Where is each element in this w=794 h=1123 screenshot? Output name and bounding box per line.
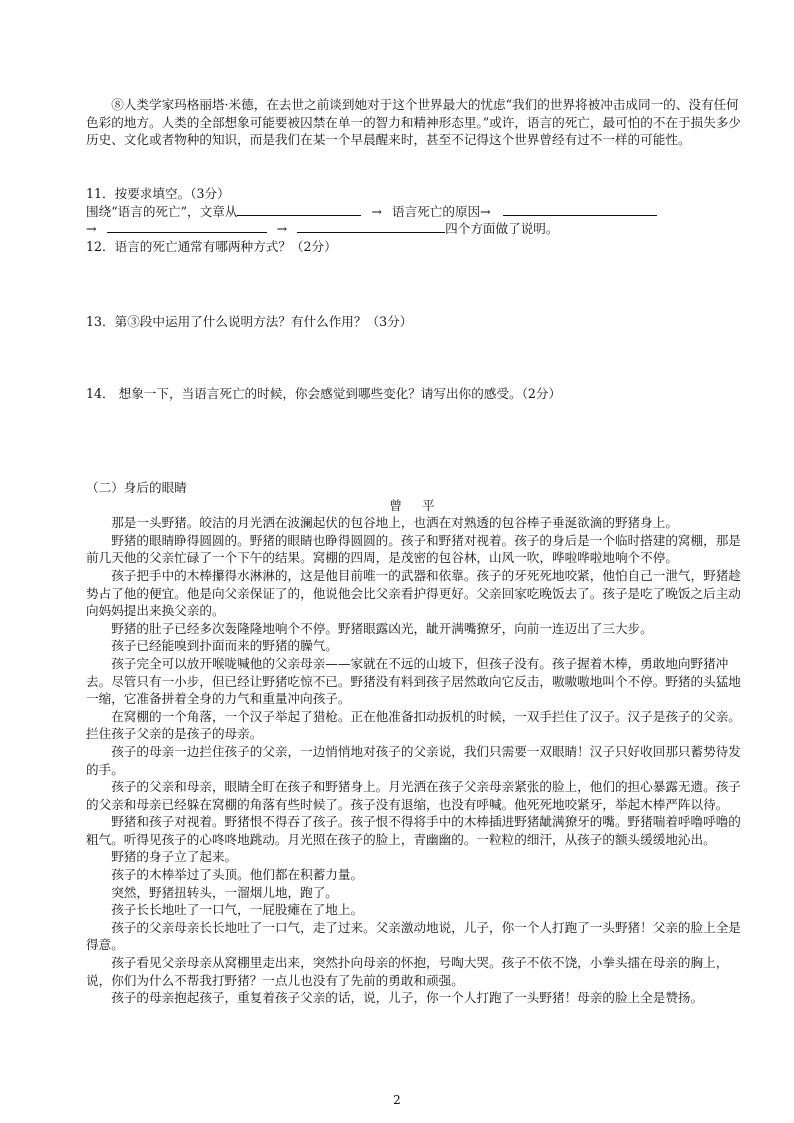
page-number: 2 <box>393 1093 401 1107</box>
question-13-block <box>86 313 746 331</box>
answer-blank-2[interactable] <box>503 203 657 216</box>
story-paragraph: 孩子完全可以放开喉咙喊他的父亲母亲——家就在不远的山坡下，但孩子没有。孩子握着木棒，勇敢地向野猪冲去。尽管只有一小步，但已经让野猪吃惊不已。野猪没有料到孩子居然敢向它反击，嗷嗷嗷地叫个不停。野猪的头猛地一缩，它准备拼着全身的力气和重量冲向孩子。 <box>86 655 741 707</box>
question-14-block <box>86 385 746 403</box>
story-paragraph: 孩子的母亲一边拦住孩子的父亲，一边悄悄地对孩子的父亲说，我们只需要一双眼睛！汉子只好收回那只蓄势待发的手。 <box>86 743 741 777</box>
passage-b-paragraphs <box>86 514 746 1007</box>
question-11-line-2 <box>86 220 746 238</box>
answer-blank-4[interactable] <box>297 220 445 233</box>
passage-b <box>86 479 746 1007</box>
story-paragraph: 野猪的眼睛睁得圆圆的。野猪的眼睛也睁得圆圆的。孩子和野猪对视着。孩子的身后是一个临时搭建的窝棚，那是前几天他的父亲忙碌了一个下午的结果。窝棚的四周，是茂密的包谷林，山风一吹，哗啦哗啦地响个不停。 <box>86 532 741 566</box>
question-11-line-1 <box>86 203 746 221</box>
section-heading: （二）身后的眼睛 <box>86 480 187 495</box>
story-paragraph: 孩子的父亲和母亲，眼睛全盯在孩子和野猪身上。月光洒在孩子父亲母亲紧张的脸上，他们的担心暴露无遗。孩子的父亲和母亲已经躲在窝棚的角落有些时候了。孩子没有退缩，也没有呼喊。他死死地咬紧牙，举起木棒严阵以待。 <box>86 779 741 812</box>
question-11-lead-text: 围绕“语言的死亡”，文章从 <box>86 203 238 219</box>
arrow-icon: → <box>276 221 288 237</box>
story-paragraph: 突然，野猪扭转头，一溜烟儿地，跑了。 <box>111 884 338 900</box>
story-paragraph: 那是一头野猪。皎洁的月光洒在波澜起伏的包谷地上，也洒在对熟透的包谷棒子垂涎欲滴的野猪身上。 <box>111 515 678 531</box>
passage-a <box>86 96 746 149</box>
story-paragraph: 野猪和孩子对视着。野猪恨不得吞了孩子。孩子恨不得将手中的木棒插进野猪龇满獠牙的嘴。野猪喘着呼噜呼噜的粗气。听得见孩子的心咚咚地跳动。月光照在孩子的脸上，青幽幽的。一粒粒的细汗，从孩子的额头缓缓地沁出。 <box>86 814 741 847</box>
question-11-title: 11．按要求填空。（3分） <box>86 186 230 201</box>
arrow-icon: → <box>86 221 97 237</box>
question-14: 14． 想象一下，当语言死亡的时候，你会感觉到哪些变化？请写出你的感受。（2分） <box>86 386 562 401</box>
story-paragraph: 孩子的木棒举过了头顶。他们都在积蓄力量。 <box>111 867 364 883</box>
story-paragraph: 孩子看见父亲母亲从窝棚里走出来，突然扑向母亲的怀抱，号啕大哭。孩子不依不饶，小拳头擂在母亲的胸上，说，你们为什么不帮我打野猪？一点儿也没有了先前的勇敢和顽强。 <box>86 955 729 988</box>
arrow-icon: → <box>371 203 382 219</box>
question-11 <box>86 185 746 255</box>
story-paragraph: 在窝棚的一个角落，一个汉子举起了猎枪。正在他准备扣动扳机的时候，一双手拦住了汉子。汉子是孩子的父亲。拦住孩子父亲的是孩子的母亲。 <box>86 708 741 742</box>
story-paragraph: 孩子的父亲母亲长长地吐了一口气，走了过来。父亲激动地说，儿子，你一个人打跑了一头野猪！父亲的脸上全是得意。 <box>86 919 741 953</box>
story-paragraph: 孩子的母亲抱起孩子，重复着孩子父亲的话，说，儿子，你一个人打跑了一头野猪！母亲的脸上全是赞扬。 <box>111 990 704 1006</box>
story-paragraph: 野猪的身子立了起来。 <box>111 849 238 865</box>
story-paragraph: 野猪的肚子已经多次轰隆隆地响个不停。野猪眼露凶光，龇开满嘴獠牙，向前一连迈出了三大步。 <box>111 620 653 636</box>
story-paragraph: 孩子长长地吐了一口气，一屁股瘫在了地上。 <box>111 902 364 918</box>
question-11-tail-text: 四个方面做了说明。 <box>445 221 559 237</box>
answer-blank-3[interactable] <box>107 220 267 233</box>
story-paragraph: 孩子已经能嗅到扑面而来的野猪的臊气。 <box>111 638 338 654</box>
question-11-cause-text: 语言死亡的原因→ <box>391 203 491 219</box>
answer-blank-1[interactable] <box>237 203 361 216</box>
author-name: 曾 平 <box>389 497 443 513</box>
paragraph-8: ⑧人类学家玛格丽塔·米德，在去世之前谈到她对于这个世界最大的忧虑“我们的世界将被冲击成同一的、没有任何色彩的地方。人类的全部想象可能要被囚禁在单一的智力和精神形态里。”或许，语言的死亡，最可怕的不在于损失多少历史、文化或者物种的知识，而是我们在某一个早晨醒来时，甚至不记得这个世界曾经有过不一样的可能性。 <box>86 97 742 148</box>
question-13: 13．第③段中运用了什么说明方法？有什么作用？（3分） <box>86 314 413 329</box>
question-12: 12．语言的死亡通常有哪两种方式？（2分） <box>86 238 337 254</box>
story-paragraph: 孩子把手中的木棒攥得水淋淋的，这是他目前唯一的武器和依靠。孩子的牙死死地咬紧，他怕自己一泄气，野猪趁势占了他的便宜。他是向父亲保证了的，他说他会比父亲看护得更好。父亲回家吃晚饭去了。孩子是吃了晚饭之后主动向妈妈提出来换父亲的。 <box>86 567 741 619</box>
